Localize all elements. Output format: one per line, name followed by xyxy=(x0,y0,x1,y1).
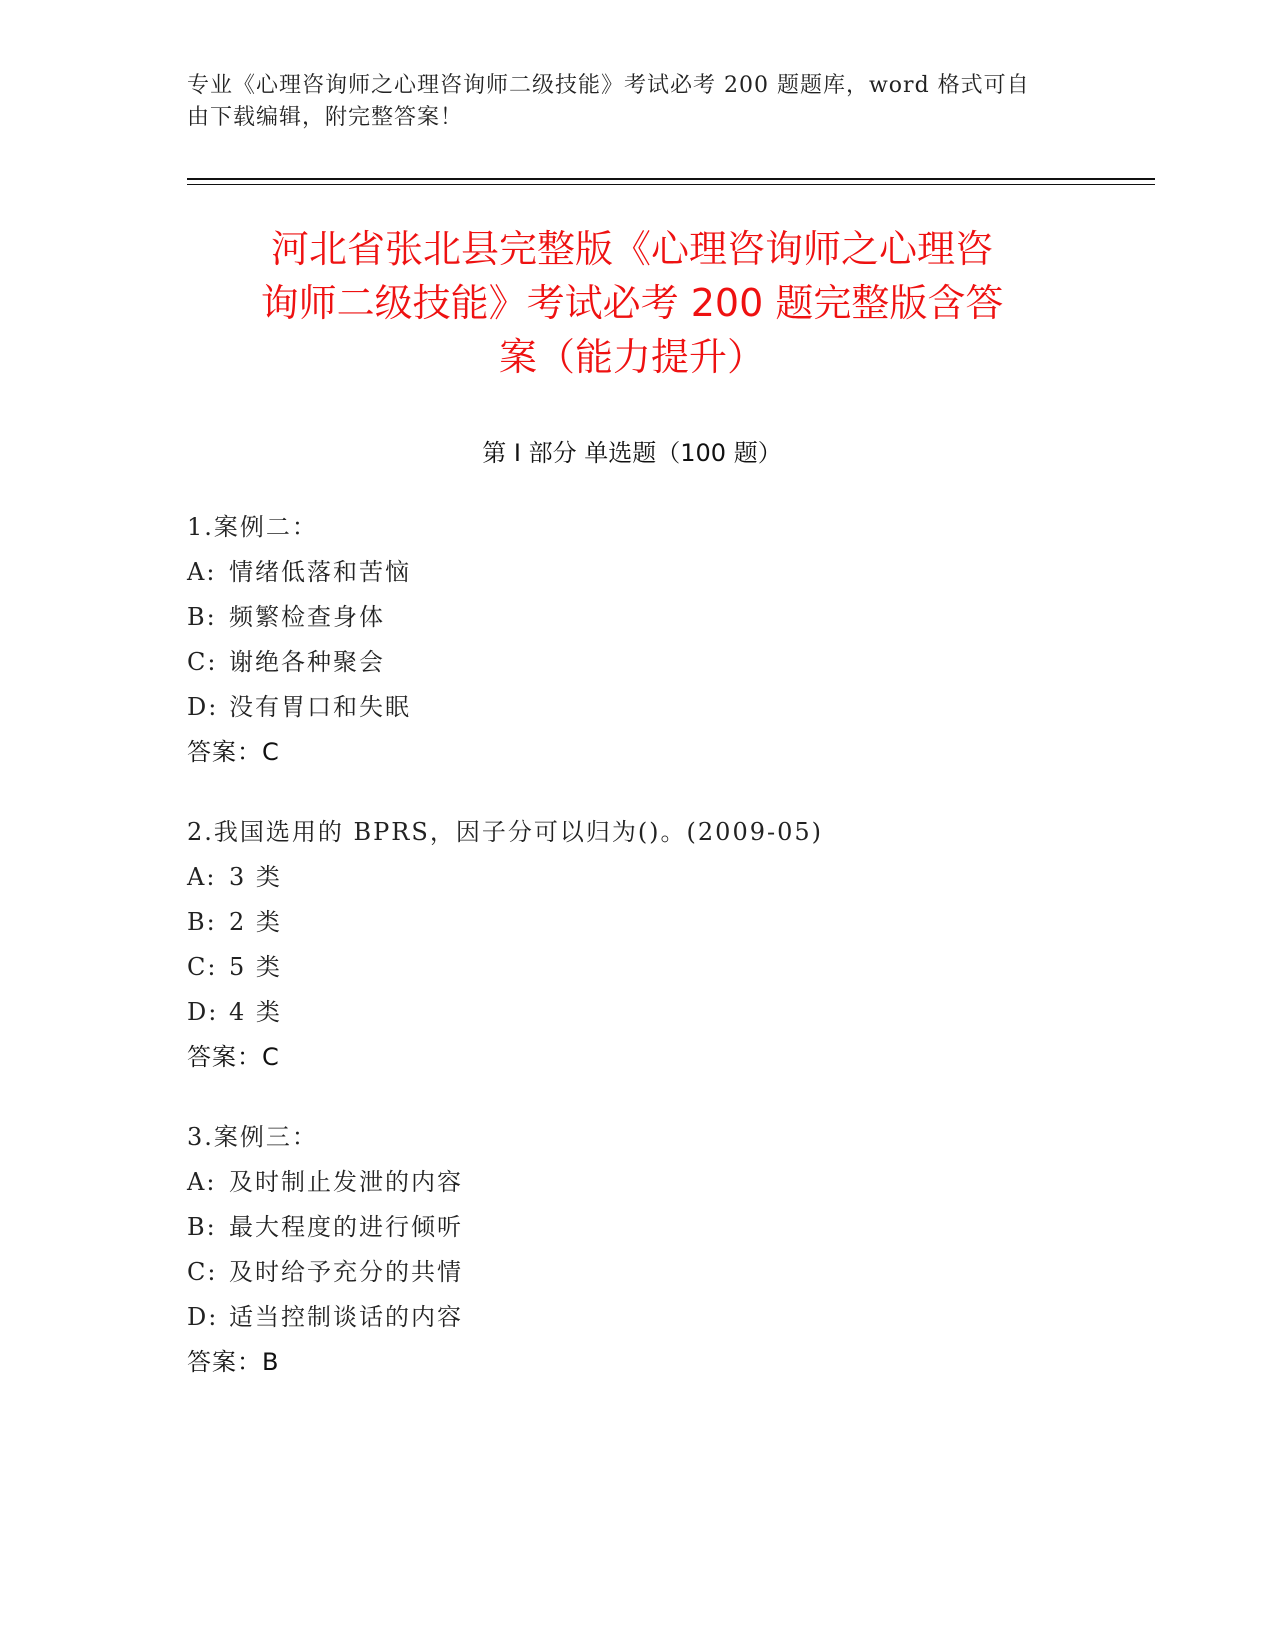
option-text: 情绪低落和苦恼 xyxy=(229,558,411,586)
option-text: 最大程度的进行倾听 xyxy=(229,1213,463,1241)
answer-line: 答案：B xyxy=(187,1348,280,1376)
question-stem: 3.案例三： xyxy=(187,1123,318,1151)
header-rule-thick xyxy=(187,178,1155,180)
title-line-1: 河北省张北县完整版《心理咨询师之心理咨 xyxy=(270,227,993,271)
option-letter: C: xyxy=(187,953,218,981)
option-letter: A: xyxy=(187,558,217,586)
option-letter: D: xyxy=(187,998,219,1026)
option-text: 2 类 xyxy=(229,908,282,936)
title-line-2: 询师二级技能》考试必考 200 题完整版含答 xyxy=(260,281,1004,325)
option-d xyxy=(187,990,1087,1035)
question-stem: 1.案例二： xyxy=(187,513,318,541)
title-line-3: 案（能力提升） xyxy=(498,335,765,379)
option-text: 没有胃口和失眠 xyxy=(229,693,411,721)
option-b xyxy=(187,1205,1087,1250)
option-letter: B: xyxy=(187,1213,217,1241)
header-note xyxy=(187,70,1087,134)
option-text: 5 类 xyxy=(229,953,282,981)
question-1 xyxy=(187,505,1087,775)
header-note-line-2: 由下载编辑，附完整答案！ xyxy=(187,105,464,130)
option-c xyxy=(187,640,1087,685)
option-text: 3 类 xyxy=(229,863,282,891)
document-title xyxy=(187,222,1077,384)
option-letter: C: xyxy=(187,648,218,676)
section-title: 第 I 部分 单选题（100 题） xyxy=(482,439,782,467)
option-b xyxy=(187,595,1087,640)
option-a xyxy=(187,550,1087,595)
option-c xyxy=(187,1250,1087,1295)
question-2 xyxy=(187,810,1087,1080)
option-letter: B: xyxy=(187,603,217,631)
option-letter: C: xyxy=(187,1258,218,1286)
option-text: 及时制止发泄的内容 xyxy=(229,1168,463,1196)
question-3 xyxy=(187,1115,1087,1385)
option-text: 频繁检查身体 xyxy=(229,603,385,631)
option-text: 及时给予充分的共情 xyxy=(229,1258,463,1286)
option-d xyxy=(187,1295,1087,1340)
option-letter: A: xyxy=(187,1168,217,1196)
answer-line: 答案：C xyxy=(187,1043,280,1071)
option-text: 4 类 xyxy=(229,998,282,1026)
question-stem: 2.我国选用的 BPRS，因子分可以归为()。(2009-05) xyxy=(187,818,824,846)
option-letter: B: xyxy=(187,908,217,936)
option-a xyxy=(187,855,1087,900)
option-a xyxy=(187,1160,1087,1205)
option-letter: D: xyxy=(187,1303,219,1331)
option-d xyxy=(187,685,1087,730)
option-letter: A: xyxy=(187,863,217,891)
option-letter: D: xyxy=(187,693,219,721)
header-rule-thin xyxy=(187,184,1155,185)
option-text: 适当控制谈话的内容 xyxy=(229,1303,463,1331)
answer-line: 答案：C xyxy=(187,738,280,766)
option-c xyxy=(187,945,1087,990)
header-note-line-1: 专业《心理咨询师之心理咨询师二级技能》考试必考 200 题题库，word 格式可自 xyxy=(187,73,1030,98)
option-b xyxy=(187,900,1087,945)
option-text: 谢绝各种聚会 xyxy=(229,648,385,676)
